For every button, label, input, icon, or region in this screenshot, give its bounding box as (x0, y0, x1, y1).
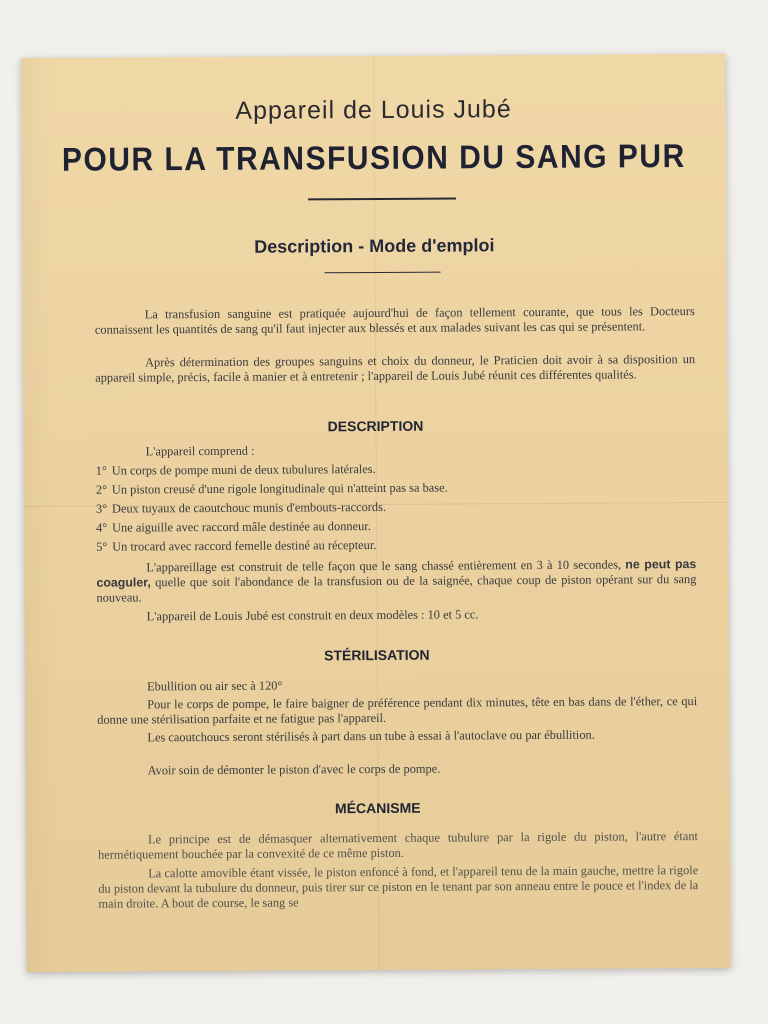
mecanisme-paragraph-1: Le principe est de démasquer alternativement chaque tubulure par la rigole du piston, l'autre étant hermétiquement bouchée par la convexité de ce même piston. (98, 829, 699, 862)
list-item-number: 3° (95, 501, 108, 516)
sterilisation-paragraph-1: Ebullition ou air sec à 120° (147, 678, 283, 694)
list-item (96, 517, 696, 536)
coagulation-text-after: quelle que soit l'abondance de la transfusion ou de la saignée, chaque coup de piston opérant sur du sang nouveau. (96, 572, 697, 605)
document-subtitle: Description - Mode d'emploi (254, 235, 495, 257)
sterilisation-paragraph-4: Avoir soin de démonter le piston d'avec le corps de pompe. (147, 761, 441, 778)
list-item-number: 5° (96, 539, 108, 554)
subtitle-divider (325, 272, 441, 274)
section-heading-description: DESCRIPTION (327, 417, 424, 435)
list-item-number: 4° (96, 520, 108, 535)
description-models: L'appareil de Louis Jubé est construit en deux modèles : 10 et 5 cc. (146, 607, 479, 624)
intro-paragraph-1: La transfusion sanguine est pratiquée aujourd'hui de façon tellement courante, que tous les Docteurs connaissent les quantités de sang qu'il faut injecter aux blessés et aux malades suivant les cas qui se présentent. (94, 304, 695, 337)
title-divider (308, 198, 456, 201)
list-item-number: 1° (95, 463, 107, 478)
list-item (96, 479, 696, 498)
description-lead: L'appareil comprend : (145, 443, 255, 459)
sterilisation-paragraph-2: Pour le corps de pompe, le faire baigner de préférence pendant dix minutes, tête en bas dans de l'éther, ce qui donne une stérilisation parfaite et ne fatigue pas l'appareil. (97, 694, 698, 727)
list-item-number: 2° (95, 482, 108, 497)
intro-paragraph-2: Après détermination des groupes sanguins et choix du donneur, le Praticien doit avoir à sa disposition un appareil simple, précis, facile à manier et à entretenir ; l'appareil de Louis Jubé réunit ces différentes qualités. (95, 352, 696, 385)
section-heading-mecanisme: MÉCANISME (334, 799, 421, 817)
list-item-text: Un corps de pompe muni de deux tubulures latérales. (111, 462, 376, 478)
description-paragraph-coagulation (96, 557, 696, 606)
list-item (96, 460, 696, 479)
coagulation-text-before: L'appareillage est construit de telle façon que le sang chassé entièrement en 3 à 10 secondes, (146, 557, 622, 575)
document-sheet (21, 54, 731, 972)
list-item-text: Deux tuyaux de caoutchouc munis d'embouts-raccords. (111, 499, 387, 516)
list-item (96, 536, 696, 555)
list-item-text: Un piston creusé d'une rigole longitudinale qui n'atteint pas sa base. (111, 480, 448, 497)
list-item-text: Un trocard avec raccord femelle destiné au récepteur. (112, 537, 377, 554)
coagulation-text-bold: ne peut pas coaguler, (96, 557, 697, 590)
list-item (96, 498, 696, 517)
section-heading-sterilisation: STÉRILISATION (324, 646, 430, 664)
sterilisation-paragraph-3: Les caoutchoucs seront stérilisés à part dans un tube à essai à l'autoclave ou par ébullition. (147, 727, 595, 745)
document-title: POUR LA TRANSFUSION DU SANG PUR (61, 138, 686, 179)
list-item-text: Une aiguille avec raccord mâle destinée au donneur. (112, 519, 371, 535)
mecanisme-paragraph-2: La calotte amovible étant vissée, le piston enfoncé à fond, et l'appareil tenu de la main gauche, mettre la rigole du piston devant la tubulure du donneur, puis tirer sur ce piston en le tenant par son anneau entre le pouce et l'index de la main droite. A bout de course, le sang se (98, 863, 699, 911)
document-maker: Appareil de Louis Jubé (235, 95, 512, 125)
